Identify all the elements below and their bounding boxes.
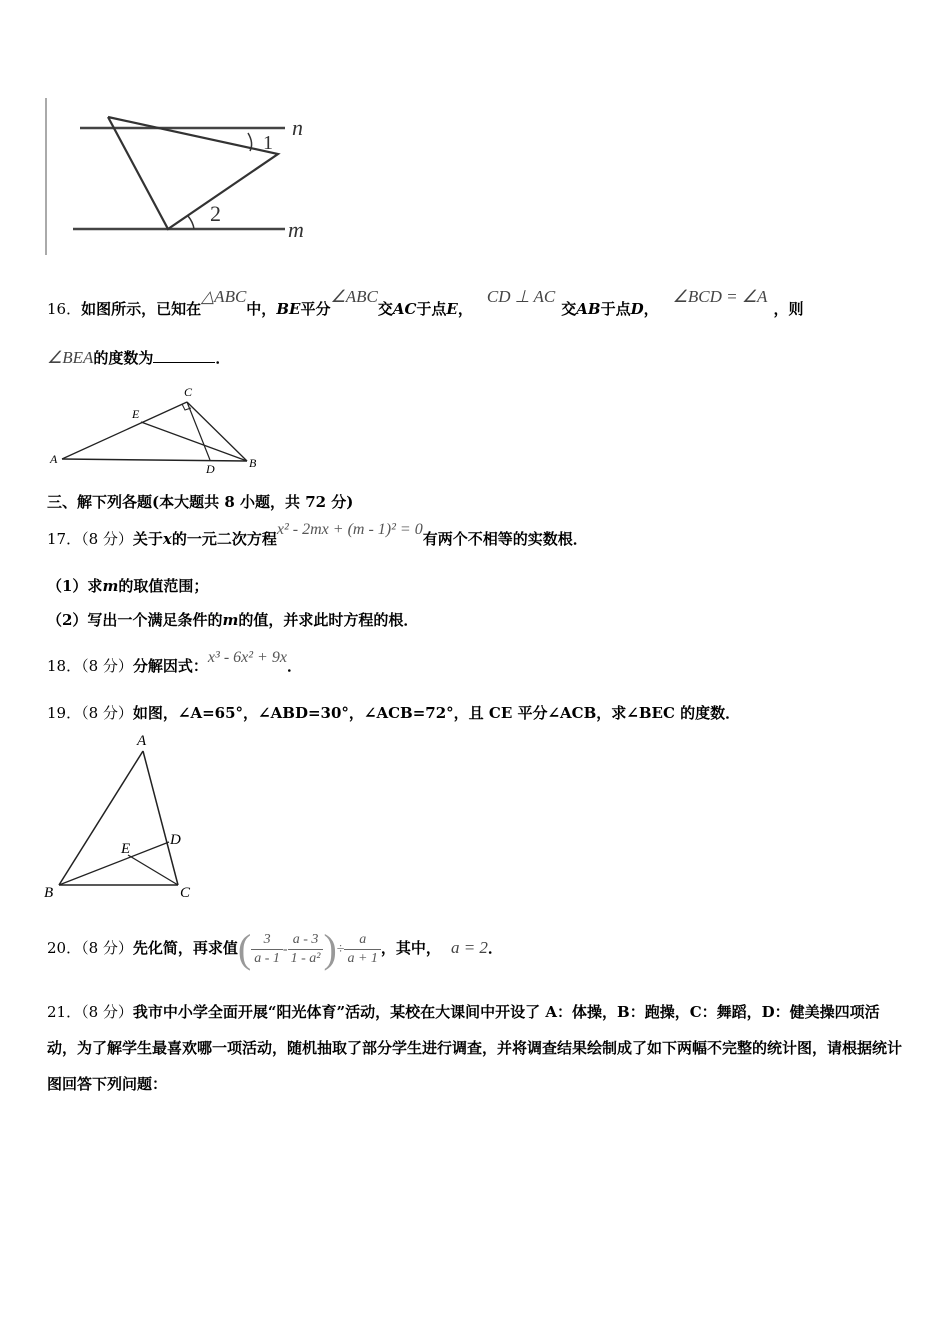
segment-cd: [187, 402, 210, 460]
fraction-3: [344, 931, 380, 968]
q16-text: ．: [215, 349, 231, 367]
math-angle-bea: ∠BEA: [47, 348, 94, 367]
q20-text: ，其中，: [380, 939, 441, 957]
fraction-2: [288, 931, 324, 968]
segment-ac: [143, 751, 178, 885]
label-d: D: [206, 462, 215, 475]
fraction-1-num: 3: [251, 931, 283, 950]
q16-text: 交: [377, 300, 393, 318]
angle-2-arc: [188, 216, 194, 229]
q16-text: 的度数为: [93, 349, 154, 367]
q17-score: （8 分）: [81, 530, 133, 548]
q18-text: 分解因式：: [132, 657, 208, 675]
var-m: m: [222, 611, 239, 629]
q16-number: 16．: [47, 300, 82, 318]
q19-score: （8 分）: [81, 704, 133, 722]
label-1: 1: [263, 132, 273, 154]
math-cd-perp-ac: CD ⊥ AC: [486, 287, 556, 306]
parallel-lines-figure: [40, 95, 330, 260]
answer-blank[interactable]: [153, 361, 215, 363]
triangle: [108, 117, 278, 229]
q21-number: 21．: [47, 1003, 82, 1021]
q18-number: 18．: [47, 657, 82, 675]
math-a-equals-2: a = 2: [450, 938, 488, 957]
math-cubic-expression: x³ - 6x² + 9x: [207, 649, 287, 666]
q16-text: 交: [561, 300, 577, 318]
q19-text: 如图，∠A=65°，∠ABD=30°，∠ACB=72°，且 CE 平分∠ACB，求∠BEC 的度数．: [132, 704, 741, 722]
q17-part2-text: 的值，并求此时方程的根．: [238, 611, 419, 629]
q17-part1-text: 的取值范围；: [118, 577, 209, 595]
segment-ac: [62, 402, 187, 459]
q16-e: E: [446, 300, 458, 318]
q18-stem: [47, 649, 302, 676]
segment-be: [141, 422, 247, 461]
fraction-1: [251, 931, 283, 968]
q17-part1-text: （1）求: [47, 577, 103, 595]
q16-text: 中，: [246, 300, 277, 318]
q17-part2-text: （2）写出一个满足条件的: [47, 611, 223, 629]
q21-text: 我市中小学全面开展“阳光体育”活动，某校在大课间中开设了 A：体操，B：跑操，C：舞蹈，D：健美操四项活动，为了解学生最喜欢哪一项活动，随机抽取了部分学生进行调查，并将调查结果绘制成了如下两幅不完整的统计图，请根据统计图回答下列问题：: [47, 1003, 903, 1093]
var-x: x: [162, 530, 172, 548]
q16-text: 于点: [600, 300, 631, 318]
q17-stem: [47, 521, 588, 549]
label-c: C: [180, 885, 191, 901]
label-n: n: [292, 115, 303, 140]
q16-ab: AB: [576, 300, 601, 318]
q18-text: ．: [286, 657, 302, 675]
section-3-title: 三、解下列各题(本大题共 8 小题，共 72 分): [47, 493, 354, 511]
q18-score: （8 分）: [81, 657, 133, 675]
q16-text: ，: [643, 300, 659, 318]
q21-stem: [47, 994, 907, 1102]
label-a: A: [137, 733, 147, 749]
segment-ab: [62, 459, 247, 461]
q17-text: 有两个不相等的实数根．: [422, 530, 588, 548]
fraction-2-num: a - 3: [288, 931, 324, 950]
q16-text: ，: [457, 300, 473, 318]
fraction-3-num: a: [344, 931, 380, 950]
segment-ce: [128, 855, 178, 885]
segment-bd: [59, 842, 169, 885]
q16-ac: AC: [392, 300, 417, 318]
math-quadratic-equation: x² - 2mx + (m - 1)² = 0: [276, 521, 423, 538]
divide-sign: ÷: [336, 942, 345, 957]
q20-score: （8 分）: [81, 939, 133, 957]
label-b: B: [44, 885, 54, 901]
fraction-1-den: a - 1: [254, 950, 280, 966]
label-a: A: [50, 452, 58, 466]
q19-number: 19．: [47, 704, 82, 722]
var-m: m: [102, 577, 119, 595]
math-triangle-abc: △ABC: [201, 287, 247, 306]
q16-line-2: [47, 347, 230, 368]
q19-triangle-figure: [40, 728, 200, 903]
q16-text: 于点: [416, 300, 447, 318]
fraction-2-den: 1 - a²: [290, 950, 321, 966]
label-d: D: [170, 832, 181, 848]
math-angle-bcd-eq-a: ∠BCD = ∠A: [672, 287, 768, 306]
q20-text: 先化简，再求值: [132, 939, 238, 957]
q21-score: （8 分）: [81, 1003, 133, 1021]
q16-triangle-figure: [44, 383, 269, 475]
q17-number: 17．: [47, 530, 82, 548]
q17-part-2: [47, 609, 418, 630]
label-b: B: [249, 456, 257, 470]
q17-part-1: [47, 575, 208, 596]
q16-d: D: [630, 300, 644, 318]
q20-stem: [47, 920, 503, 978]
q16-be: BE: [276, 300, 301, 318]
segment-ab: [59, 751, 143, 885]
right-paren: ): [323, 926, 337, 971]
math-angle-abc: ∠ABC: [330, 287, 378, 306]
q16-text: 平分: [300, 300, 331, 318]
q19-stem: [47, 702, 740, 723]
q16-line-1: [47, 287, 804, 319]
label-2: 2: [210, 201, 221, 226]
q20-number: 20．: [47, 939, 82, 957]
q17-text: 的一元二次方程: [171, 530, 277, 548]
q17-text: 关于: [132, 530, 163, 548]
label-c: C: [184, 385, 193, 399]
label-e: E: [132, 407, 140, 421]
q20-text: ．: [487, 939, 503, 957]
segment-cb: [187, 402, 247, 461]
minus-sign: -: [282, 942, 288, 957]
fraction-3-den: a + 1: [347, 950, 378, 966]
left-paren: (: [237, 926, 252, 971]
q16-text: 如图所示，已知在: [81, 300, 202, 318]
q16-text: ，则: [773, 300, 804, 318]
label-m: m: [288, 217, 304, 242]
label-e: E: [121, 841, 131, 857]
